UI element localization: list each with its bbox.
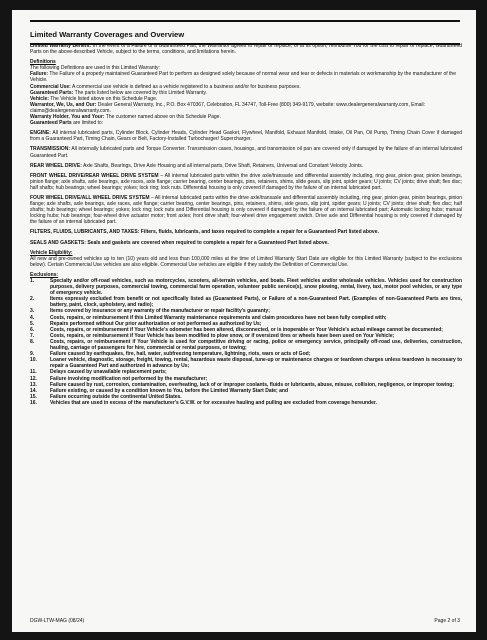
exclusion-text: Items expressly excluded from benefit or not specifically listed as (Guaranteed Parts), or Failure of a non-Guaranteed Part. (Examples of non-Guaranteed Parts are tires, battery, paint, clock, upholstery, and radio); <box>50 296 462 309</box>
exclusion-text: Vehicles that are used in excess of the manufacturer's G.V.W. or for excessive hauling and pulling are excluded from coverage hereunder. <box>50 399 377 406</box>
exclusion-item <box>30 278 462 296</box>
definition-text: Dealer General Warranty, Inc., P.O. Box 470367, Celebration, FL 34747, Toll-Free (800) 349-9179, website: www.dealergeneralwarranty.com, Email: claims@dealergeneralwarranty.com. <box>30 101 425 114</box>
eligibility-text: All new and pre-owned vehicles up to ten (10) years old and less than 100,000 miles at the time of Limited Warranty Start Date are eligible for this Limited Warranty (subject to the exclusions below). Certain Commercial Use vehicles are also eligible. Commercial Use vehicles are eligible if they satisfy the Definition of Commercial Use. <box>30 255 462 268</box>
coverage-text: – All internal lubricated parts within the drive axle/transaxle and differential assembly including, ring gear, pinion gear, pinion bearings, pinion flange; axle shafts, axle bearings, axle races, axle flange; carrier bearing, center bearings, pins, retainers, shims, slide gears, slip joint, spider gears; U joints; CV joints; drive shaft; flex disc; half shafts; hub bearings; wheel bearings; yokes; lock ring; lock nuts. Differential housing is only covered if damaged by the failure of an internal lubricated part. <box>30 172 462 191</box>
exclusion-text: Failure caused by rust, corrosion, contamination, overheating, lack of or improper coolants, fluids or lubricants, abuse, misuse, collision, negligence, or improper towing; <box>50 381 454 388</box>
exclusion-text: Costs, repairs, or reimbursement if Your Vehicle is used for competitive driving or racing, police or emergency service, principally off-road use, deliveries, construction, hauling, carriage of passengers for hire, commercial or rental purposes, or towing; <box>50 338 462 352</box>
coverage-engine <box>30 130 462 142</box>
coverage-label: SEALS AND GASKETS: <box>30 239 86 246</box>
definition-guaranteed-parts-limit <box>30 120 462 126</box>
exclusion-text: Repairs performed without Our prior authorization or not performed as authorized by Us; <box>50 320 262 327</box>
definition-term: Warrantor, We, Us, and Our: <box>30 101 97 108</box>
page-title: Limited Warranty Coverages and Overview <box>30 30 185 39</box>
exclusion-item <box>30 296 462 308</box>
exclusion-number: 2. <box>30 296 35 303</box>
document-page <box>12 10 476 632</box>
definition-term: Warranty Holder, You and Your: <box>30 114 105 121</box>
coverage-front-wheel-drive <box>30 173 462 191</box>
definitions-intro: The following Definitions are used in this Limited Warranty: <box>30 65 160 72</box>
exclusion-text: Costs, repairs, or reimbursement if Your Vehicle's odometer has been altered, disconnected, or is inoperable or Your Vehicle's actual mileage cannot be documented; <box>50 326 443 333</box>
coverage-transmission <box>30 146 462 158</box>
coverage-text: All internally lubricated parts and Torque Converter. Transmission cases, housings, and transmission oil pan are covered only if damaged by the failure of an internal lubricated Guaranteed Part. <box>30 146 462 159</box>
definition-text: are limited to: <box>73 120 104 127</box>
exclusion-text: Delays caused by unavailable replacement parts; <box>50 369 167 376</box>
exclusion-number: 15. <box>30 393 37 400</box>
definitions-heading: Definitions <box>30 59 56 66</box>
definition-term: Failure: <box>30 71 49 78</box>
coverage-label: ENGINE: <box>30 130 51 137</box>
definition-warrantor <box>30 102 462 114</box>
exclusion-number: 6. <box>30 326 35 333</box>
benefit-paragraph <box>30 43 462 55</box>
eligibility-heading: Vehicle Eligibility: <box>30 249 73 256</box>
coverage-label: FILTERS, FLUIDS, LUBRICANTS, AND TAXES: <box>30 229 140 236</box>
exclusion-text: Failure existing, or caused by a condition known to You, before the Limited Warranty Start Date; and <box>50 387 288 394</box>
coverage-text: All internal lubricated parts, Cylinder Block, Cylinder Heads, Cylinder Head Gasket, Flywheel, Manifold, Exhaust Manifold, Intake, Oil Pan, Oil Pump, Timing Chain Cover if damaged from a Guaranteed Part, Timing Chain, Gears or Belt, Factory-Installed Turbocharger/ Supercharger. <box>30 130 462 143</box>
coverage-text: Seals and gaskets are covered when required to complete a repair for a Guaranteed Part listed above. <box>87 239 329 246</box>
coverage-seals-gaskets <box>30 240 462 246</box>
definition-term: Guaranteed Parts: <box>30 89 74 96</box>
exclusion-number: 12. <box>30 375 37 382</box>
benefit-label: Limited Warranty Benefit: <box>30 43 92 49</box>
exclusion-text: Loaner vehicle, diagnostic, storage, freight, towing, rental, hazardous waste disposal, tune-up or maintenance charges or teardown charges unless teardown is necessary to repair a Guaranteed Part and authorized in advance by Us; <box>50 357 462 370</box>
exclusion-text: Costs, repairs, or reimbursement if this Limited Warranty maintenance requirements and claim procedures have not been fully complied with; <box>50 314 387 321</box>
title-bar <box>30 20 460 45</box>
exclusion-item <box>30 357 462 369</box>
coverage-text: – All internal lubricated parts within the drive axle/transaxle and differential assembly including, ring gear, pinion gear, pinion bearings, pinion flange; axle shafts, axle bearings, axle races, axle flange; carrier bearing, center bearings, pins, retainers, shims, side gears, slip joint, spider gears; U joints; CV joints; drive shaft; flex disc; half shafts; hub bearings; wheel bearings; yokes; lock ring; lock nuts and Differential housing is only covered if damaged by the failure of an internal lubricated part; Automatic locking hubs; manual locking hubs; hub bearings; four-wheel drive actuator motor; front axles; front drive shaft; four-wheel drive engagement switch. Drive axle and Differential housing is only covered if damaged by the failure of an internal lubricated part. <box>30 194 462 226</box>
exclusions-heading: Exclusions: <box>30 271 59 278</box>
definition-text: The Vehicle listed above on this Schedule Page. <box>50 95 158 102</box>
exclusion-text: Failure caused by earthquakes, fire, hail, water, subfreezing temperature, lightning, riots, wars or acts of God; <box>50 351 311 358</box>
exclusion-number: 8. <box>30 338 35 345</box>
definition-text: The parts listed below are covered by this Limited Warranty. <box>74 89 207 96</box>
exclusion-text: Costs, repairs, or reimbursement if Your Vehicle has been modified to plow snow, or if oversized tires or wheels have been used on Your Vehicle; <box>50 332 395 339</box>
exclusion-text: Items covered by insurance or any warranty of the manufacturer or repair facility's guaranty; <box>50 308 270 315</box>
definition-term: Vehicle: <box>30 95 49 102</box>
coverage-label: FRONT WHEEL DRIVE/REAR WHEEL DRIVE SYSTEM <box>30 172 159 179</box>
exclusion-number: 10. <box>30 357 37 364</box>
exclusion-text: Specialty and/or off-road vehicles, such as motorcycles, scooters, all-terrain vehicles, and boats. Fleet vehicles and/or wholesale vehicles. Vehicles used for construction purposes, delivery purposes, commercial towing, commercial farm operation, volunteer public service(s), snow plowing, rental, livery, taxi, motor pool vehicles, or any type of emergency vehicle. <box>50 278 462 297</box>
exclusion-text: Failure involving modification not performed by the manufacturer; <box>50 375 208 382</box>
exclusion-number: 16. <box>30 399 37 406</box>
definition-failure <box>30 71 462 83</box>
definition-text: The customer named above on this Schedule Page. <box>105 114 221 121</box>
definition-text: A commercial use vehicle is defined as a vehicle registered to a business and/or for business purposes. <box>71 83 301 90</box>
exclusion-number: 9. <box>30 351 35 358</box>
page-number: Page 2 of 3 <box>434 618 460 624</box>
form-code: DGW-LTW-MAG (08/24) <box>30 618 85 624</box>
coverage-rear-wheel-drive <box>30 163 462 169</box>
exclusion-item <box>30 400 462 406</box>
coverage-label: FOUR WHEEL DRIVE/ALL WHEEL DRIVE SYSTEM <box>30 194 150 201</box>
exclusion-number: 5. <box>30 320 35 327</box>
exclusion-number: 13. <box>30 381 37 388</box>
exclusion-number: 7. <box>30 332 35 339</box>
coverage-label: REAR WHEEL DRIVE: <box>30 162 82 169</box>
exclusion-number: 14. <box>30 387 37 394</box>
document-body <box>30 43 462 406</box>
exclusion-item <box>30 339 462 351</box>
coverage-four-wheel-drive <box>30 195 462 225</box>
coverage-label: TRANSMISSION: <box>30 146 70 153</box>
coverage-text: Axle Shafts, Bearings, Drive Axle Housing and all internal parts, Drive Shaft, Retainers, Universal and Constant Velocity Joints. <box>82 162 364 169</box>
coverage-filters-fluids <box>30 229 462 235</box>
exclusion-number: 3. <box>30 308 35 315</box>
exclusion-number: 11. <box>30 369 37 376</box>
exclusion-text: Failure occurring outside the continental United States. <box>50 393 182 400</box>
definition-text: The Failure of a properly maintained Guaranteed Part to perform as designed solely because of normal wear and tear or defects in materials or workmanship by the manufacturer of the Vehicle. <box>30 71 456 84</box>
definition-term: Guaranteed Parts <box>30 120 72 127</box>
exclusions-list <box>30 278 462 406</box>
exclusion-number: 1. <box>30 278 35 284</box>
coverage-text: Filters, fluids, lubricants, and taxes required to complete a repair for a Guaranteed Part listed above. <box>140 229 379 236</box>
definition-term: Commercial Use: <box>30 83 71 90</box>
exclusion-number: 4. <box>30 314 35 321</box>
benefit-text: In the event of a Failure of a Guaranteed Part, the Warrantor agrees to repair or replace, or at its option, reimburse You for the cost to repair or replace, Guaranteed Parts on the above-described Vehicle, subject to the terms, conditions, and limitations herein. <box>30 43 463 56</box>
